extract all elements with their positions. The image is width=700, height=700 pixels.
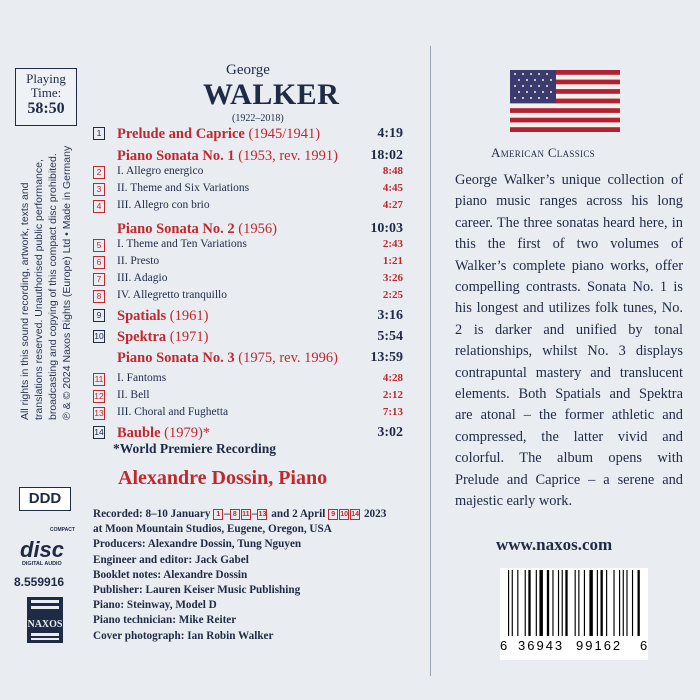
track-movement [93, 389, 403, 405]
track-duration: 4:19 [377, 126, 403, 141]
track-work [93, 148, 403, 164]
track-title: Piano Sonata No. 1 (1953, rev. 1991) [117, 148, 338, 164]
track-duration: 2:43 [382, 238, 403, 250]
track-duration: 5:54 [377, 329, 403, 344]
track-movement [93, 199, 403, 215]
track-year: (1971) [169, 329, 209, 345]
track-year: (1975, rev. 1996) [238, 350, 338, 366]
composer-last-name: WALKER [203, 78, 340, 111]
track-movement [93, 238, 403, 254]
track-duration: 4:45 [382, 182, 403, 194]
credits-line: Engineer and editor: Jack Gabel [93, 553, 249, 566]
track-duration: 4:27 [382, 199, 403, 211]
track-duration: 3:26 [382, 272, 403, 284]
playing-time-value: 58:50 [27, 100, 65, 117]
rights-line-4: ℗ & © 2024 Naxos Rights (Europe) Ltd • Made in Germany [61, 145, 73, 420]
credits-line: Piano technician: Mike Reiter [93, 614, 237, 627]
track-title: II. Theme and Six Variations [117, 182, 250, 194]
naxos-logo [25, 597, 65, 643]
credits-line: Cover photograph: Ian Robin Walker [93, 629, 274, 642]
composer-years: (1922–2018) [232, 113, 284, 124]
track-number: 12 [94, 391, 104, 401]
track-refs-b: 9 10 14 [328, 507, 361, 522]
track-number: 14 [94, 427, 104, 437]
credits-line: Piano: Steinway, Model D [93, 599, 217, 612]
track-work [93, 425, 403, 441]
track-refs-a: 1 – 8 11 –13 [213, 507, 268, 522]
track-movement [93, 165, 403, 181]
track-title: Bauble (1979)* [117, 425, 211, 441]
track-title: III. Adagio [117, 272, 168, 284]
track-number: 5 [93, 239, 105, 252]
track-duration: 2:12 [382, 389, 403, 401]
track-duration: 13:59 [370, 350, 403, 365]
svg-text:disc: disc [20, 537, 65, 562]
track-work [93, 329, 403, 345]
track-number: 13 [94, 408, 104, 418]
track-title: Spatials (1961) [117, 308, 209, 324]
playing-time-box [15, 68, 77, 126]
track-number: 6 [93, 256, 105, 269]
track-year: (1953, rev. 1991) [238, 148, 338, 164]
track-title: II. Presto [117, 255, 160, 267]
premiere-note: *World Premiere Recording [113, 441, 276, 456]
track-title: Prelude and Caprice (1945/1941) [117, 126, 321, 142]
credits-line: Publisher: Lauren Keiser Music Publishing [93, 584, 301, 597]
track-movement [93, 272, 403, 288]
rights-line-3: broadcasting and copying of this compact disc prohibited. [47, 153, 59, 420]
credits-recorded: Recorded: 8–10 January 1 – 8 11 –13 and 2 April 9 10 14 2023 [93, 507, 413, 522]
track-title: Spektra (1971) [117, 329, 209, 345]
track-title: III. Allegro con brio [117, 199, 210, 211]
track-number: 8 [93, 290, 105, 303]
track-duration: 18:02 [370, 148, 403, 163]
catalog-number: 8.559916 [14, 575, 65, 589]
credits-line: Booklet notes: Alexandre Dossin [93, 568, 248, 581]
track-title: I. Allegro energico [117, 165, 204, 177]
track-year: (1956) [238, 221, 277, 237]
track-title: II. Bell [117, 389, 150, 401]
track-number: 4 [93, 200, 105, 213]
track-duration: 10:03 [370, 221, 403, 236]
track-year: (1961) [169, 308, 209, 324]
track-title: Piano Sonata No. 3 (1975, rev. 1996) [117, 350, 338, 366]
ddd-badge: DDD [19, 487, 71, 511]
track-duration: 4:28 [382, 372, 403, 384]
track-movement [93, 406, 403, 422]
rights-line-2: translations reserved. Unauthorised public performance, [33, 159, 45, 420]
track-number: 3 [93, 183, 105, 196]
track-number: 1 [93, 127, 105, 140]
track-movement [93, 255, 403, 271]
performer: Alexandre Dossin, Piano [118, 467, 328, 489]
credits-line: Producers: Alexandre Dossin, Tung Nguyen [93, 538, 302, 551]
track-number: 11 [94, 374, 104, 384]
track-title: Piano Sonata No. 2 (1956) [117, 221, 277, 237]
website-link[interactable]: www.naxos.com [496, 535, 613, 554]
track-movement [93, 182, 403, 198]
track-work [93, 221, 403, 237]
track-title: I. Theme and Ten Variations [117, 238, 247, 250]
barcode: 6 36943 99162 6 [500, 568, 648, 660]
track-duration: 8:48 [382, 165, 403, 177]
track-title: III. Choral and Fughetta [117, 406, 229, 418]
track-number: 9 [93, 309, 105, 322]
credits [93, 507, 413, 644]
credits-line: at Moon Mountain Studios, Eugene, Oregon, USA [93, 523, 332, 536]
track-number: 7 [93, 273, 105, 286]
compact-disc-logo [20, 523, 75, 567]
playing-time-label: Playing Time: [26, 71, 66, 100]
track-title: I. Fantoms [117, 372, 167, 384]
track-year: (1945/1941) [248, 126, 321, 142]
rights-line-1: All rights in this sound recording, artwork, texts and [19, 182, 31, 420]
track-duration: 1:21 [382, 255, 403, 267]
barcode-bars [500, 568, 648, 640]
svg-text:NAXOS: NAXOS [27, 619, 63, 630]
track-number: 10 [94, 331, 104, 341]
svg-text:DIGITAL AUDIO: DIGITAL AUDIO [22, 561, 62, 567]
track-number: 2 [93, 166, 105, 179]
track-duration: 3:16 [377, 308, 403, 323]
track-work [93, 126, 403, 142]
series-name: American Classics [491, 145, 595, 160]
track-title: IV. Allegretto tranquillo [117, 289, 227, 301]
track-work [93, 350, 403, 366]
album-description: George Walker’s unique collection of piano music ranges across his long career. The three sonatas heard here, in this the first of two volumes of Walker’s complete piano works, offer compelling contrasts. Sonata No. 1 is his longest and utilizes folk tunes, No. 2 is darker and unified by tonal relationships, whilst No. 3 displays contrapuntal mastery and translucent elements. Both Spatials and Spektra are atonal – the former athletic and compressed, the latter vivid and colorful. The album opens with Prelude and Caprice – a serene and majestic early work. [455, 172, 683, 510]
track-duration: 2:25 [382, 289, 403, 301]
track-year: (1979)* [164, 425, 211, 441]
track-duration: 3:02 [377, 425, 403, 440]
svg-text:COMPACT: COMPACT [50, 527, 75, 533]
american-flag-image [510, 70, 620, 132]
track-duration: 7:13 [382, 406, 403, 418]
track-movement [93, 289, 403, 305]
composer-first-name: George [226, 62, 270, 78]
divider [430, 46, 431, 676]
track-work [93, 308, 403, 324]
track-movement [93, 372, 403, 388]
